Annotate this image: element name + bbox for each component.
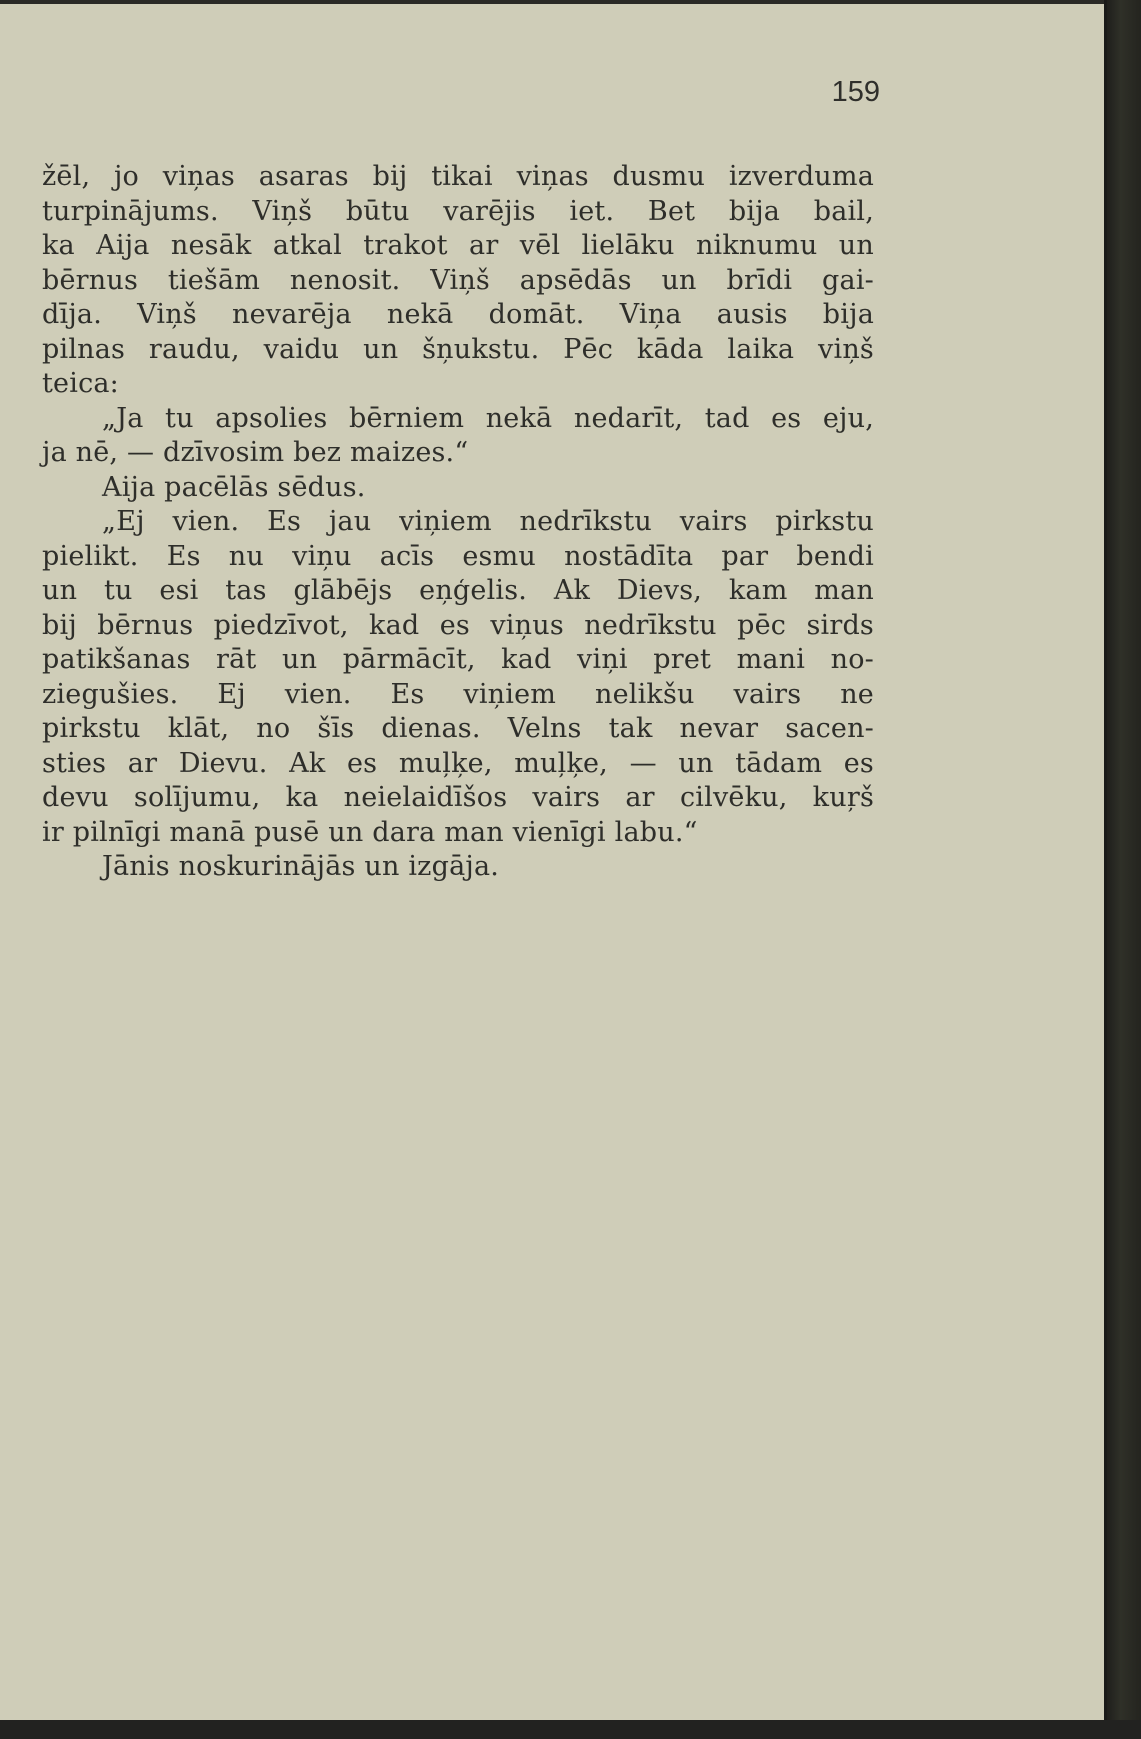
- book-spine: [1107, 0, 1141, 1739]
- text-line: Jānis noskurinājās un izgāja.: [102, 851, 500, 882]
- text-line: pirkstu klāt, no šīs dienas. Velns tak nevar sacen-: [42, 713, 874, 744]
- text-line: pilnas raudu, vaidu un šņukstu. Pēc kāda laika viņš: [42, 333, 874, 365]
- text-line: bij bērnus piedzīvot, kad es viņus nedrīkstu pēc sirds: [42, 609, 874, 641]
- text-line: žēl, jo viņas asaras bij tikai viņas dusmu izverduma: [42, 161, 874, 192]
- text-line: bērnus tiešām nenosit. Viņš apsēdās un brīdi gai-: [42, 264, 874, 296]
- text-line: dīja. Viņš nevarēja nekā domāt. Viņa ausis bija: [42, 299, 874, 330]
- text-line: ziegušies. Ej vien. Es viņiem nelikšu vairs ne: [42, 678, 874, 710]
- text-line: turpinājums. Viņš būtu varējis iet. Bet bija bail,: [42, 195, 874, 227]
- text-line: „Ej vien. Es jau viņiem nedrīkstu vairs pirkstu: [102, 506, 874, 537]
- text-line: „Ja tu apsolies bērniem nekā nedarīt, tad es eju,: [102, 402, 874, 434]
- scan-border: [0, 1720, 1141, 1739]
- text-line: Aija pacēlās sēdus.: [102, 471, 366, 503]
- text-line: ir pilnīgi manā pusē un dara man vienīgi labu.“: [42, 816, 698, 848]
- text-line: patikšanas rāt un pārmācīt, kad viņi pret mani no-: [42, 644, 874, 675]
- text-line: ja nē, — dzīvosim bez maizes.“: [42, 437, 469, 468]
- body-text: [42, 160, 874, 885]
- text-line: ka Aija nesāk atkal trakot ar vēl lielāku niknumu un: [42, 230, 874, 261]
- text-line: teica:: [42, 368, 119, 399]
- text-line: un tu esi tas glābējs eņģelis. Ak Dievs, kam man: [42, 575, 874, 606]
- text-line: pielikt. Es nu viņu acīs esmu nostādīta par bendi: [42, 540, 874, 572]
- text-line: sties ar Dievu. Ak es muļķe, muļķe, — un tādam es: [42, 747, 874, 779]
- text-line: devu solījumu, ka neielaidīšos vairs ar cilvēku, kuŗš: [42, 782, 874, 813]
- page-number: 159: [831, 76, 880, 108]
